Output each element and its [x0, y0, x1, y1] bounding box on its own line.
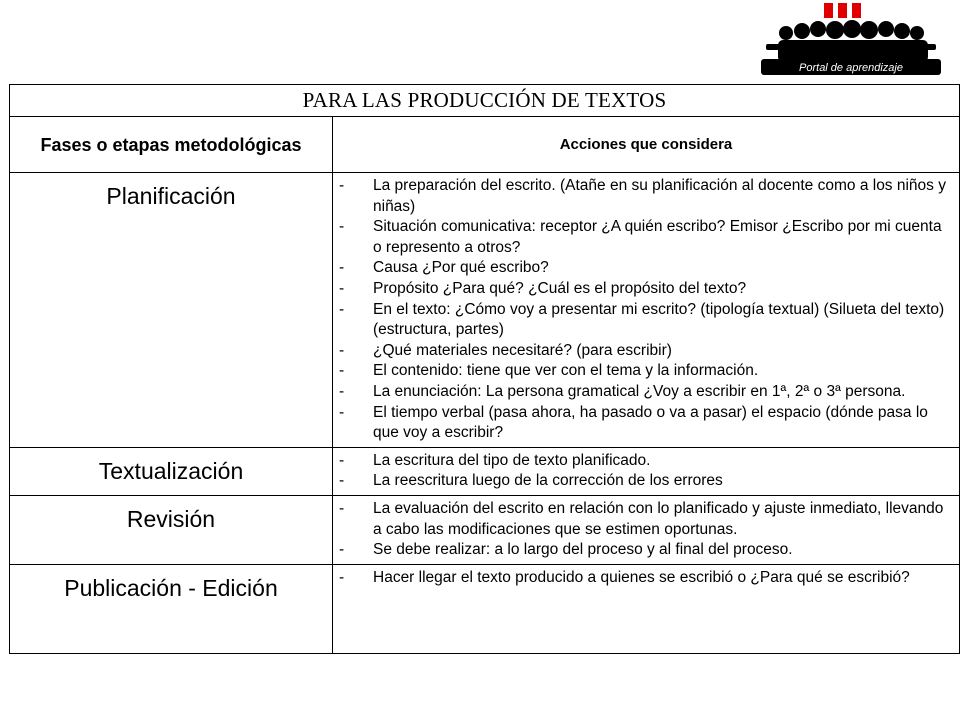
svg-text:Portal de aprendizaje: Portal de aprendizaje: [799, 62, 903, 74]
actions-cell: [333, 495, 960, 564]
phase-cell: Publicación - Edición: [10, 564, 333, 653]
actions-list: [333, 173, 959, 447]
list-item: - Se debe realizar: a lo largo del proceso y al final del proceso.: [339, 541, 793, 559]
phase-cell: Textualización: [10, 447, 333, 495]
actions-list: [333, 496, 959, 564]
list-item: - La evaluación del escrito en relación con lo planificado y ajuste inmediato, llevando a cabo las modificaciones que se estimen oportunas.: [339, 499, 944, 538]
table-row: [10, 447, 960, 495]
list-item: - ¿Qué materiales necesitaré? (para escribir): [339, 341, 672, 359]
table-row: [10, 173, 960, 448]
list-item: - La escritura del tipo de texto planificado.: [339, 451, 651, 469]
list-item: - La enunciación: La persona gramatical ¿Voy a escribir en 1ª, 2ª o 3ª persona.: [339, 382, 906, 400]
children-chain-logo-icon: [756, 0, 946, 80]
list-item: - La reescritura luego de la corrección de los errores: [339, 472, 723, 490]
list-item: - La preparación del escrito. (Atañe en su planificación al docente como a los niños y niñas): [339, 177, 946, 215]
column-header-actions: Acciones que considera: [333, 117, 960, 173]
table-title: PARA LAS PRODUCCIÓN DE TEXTOS: [10, 85, 960, 117]
text-production-table: [9, 84, 960, 654]
actions-list: [333, 448, 959, 495]
list-item: - El tiempo verbal (pasa ahora, ha pasado o va a pasar) el espacio (dónde pasa lo que voy a escribir?: [339, 403, 928, 442]
phase-cell: Revisión: [10, 495, 333, 564]
actions-cell: [333, 564, 960, 653]
list-item: - Causa ¿Por qué escribo?: [339, 259, 549, 277]
list-item: - Propósito ¿Para qué? ¿Cuál es el propósito del texto?: [339, 279, 747, 297]
actions-cell: [333, 173, 960, 448]
children-chain-logo: [756, 0, 946, 80]
list-item: - Hacer llegar el texto producido a quienes se escribió o ¿Para qué se escribió?: [339, 568, 910, 586]
list-item: - En el texto: ¿Cómo voy a presentar mi escrito? (tipología textual) (Silueta del texto) (estructura, partes): [339, 300, 945, 339]
actions-cell: [333, 447, 960, 495]
table-row: [10, 495, 960, 564]
table-row: [10, 564, 960, 653]
phase-cell: Planificación: [10, 173, 333, 448]
actions-list: [333, 565, 959, 592]
column-header-phases: Fases o etapas metodológicas: [10, 117, 333, 173]
list-item: - El contenido: tiene que ver con el tema y la información.: [339, 362, 759, 380]
list-item: - Situación comunicativa: receptor ¿A quién escribo? Emisor ¿Escribo por mi cuenta o represento a otros?: [339, 218, 942, 256]
